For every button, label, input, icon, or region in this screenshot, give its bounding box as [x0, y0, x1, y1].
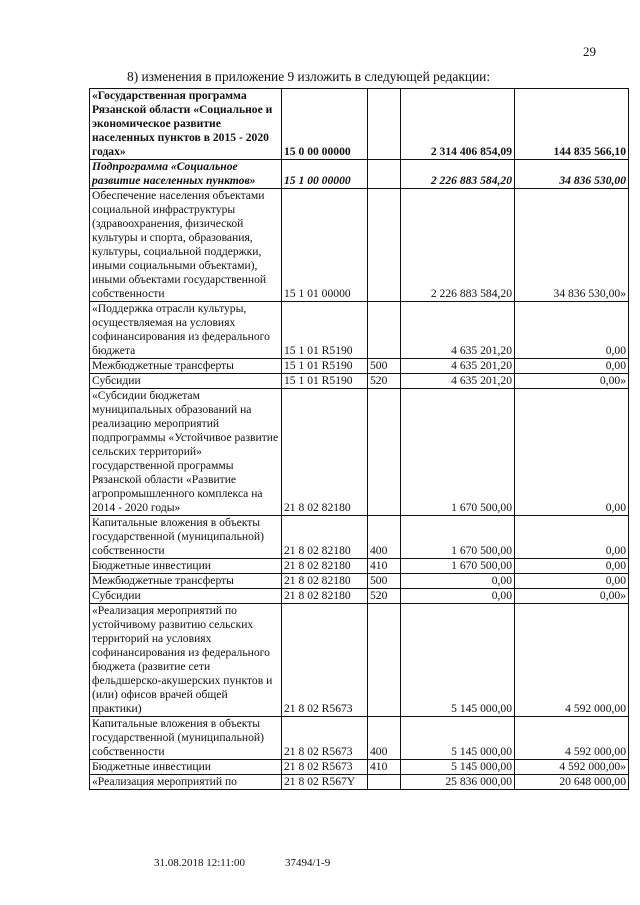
row-name: Капитальные вложения в объекты государственной (муниципальной) собственности: [90, 516, 282, 559]
row-amount-2: 0,00»: [515, 374, 629, 389]
row-amount-2: 4 592 000,00: [515, 604, 629, 717]
table-row: [90, 604, 629, 717]
row-expense-type: 410: [368, 559, 401, 574]
row-name: «Реализация мероприятий по устойчивому развитию сельских территорий на условиях софинансирования из федерального бюджета (развитие сети фельдшерско-акушерских пунктов и (или) офисов врачей общей практики): [90, 604, 282, 717]
row-amount-2: 0,00: [515, 302, 629, 359]
row-amount-2: 4 592 000,00: [515, 717, 629, 760]
row-expense-type: [368, 604, 401, 717]
row-amount-2: 0,00: [515, 389, 629, 516]
footer-document-id: 37494/1-9: [285, 857, 331, 869]
row-amount-1: 5 145 000,00: [401, 760, 515, 775]
row-amount-2: 0,00: [515, 574, 629, 589]
row-amount-1: 5 145 000,00: [401, 604, 515, 717]
row-amount-1: 0,00: [401, 589, 515, 604]
footer-timestamp: 31.08.2018 12:11:00: [154, 857, 245, 869]
table-row: [90, 516, 629, 559]
row-amount-1: 1 670 500,00: [401, 389, 515, 516]
row-amount-2: 34 836 530,00»: [515, 189, 629, 302]
table-row: [90, 374, 629, 389]
row-expense-type: 520: [368, 374, 401, 389]
row-expense-type: 500: [368, 359, 401, 374]
row-code: 21 8 02 82180: [282, 589, 368, 604]
row-code: 21 8 02 82180: [282, 516, 368, 559]
section-heading: 8) изменения в приложение 9 изложить в следующей редакции:: [127, 69, 491, 84]
budget-table: [89, 88, 629, 790]
row-expense-type: [368, 775, 401, 790]
table-row: [90, 189, 629, 302]
row-amount-1: 2 314 406 854,09: [401, 89, 515, 160]
row-amount-1: 2 226 883 584,20: [401, 160, 515, 189]
table-row: [90, 389, 629, 516]
row-name: Субсидии: [90, 374, 282, 389]
row-name: Бюджетные инвестиции: [90, 559, 282, 574]
row-code: 15 0 00 00000: [282, 89, 368, 160]
row-code: 21 8 02 R567Y: [282, 775, 368, 790]
row-amount-2: 4 592 000,00»: [515, 760, 629, 775]
row-amount-1: 1 670 500,00: [401, 516, 515, 559]
row-expense-type: [368, 89, 401, 160]
row-name: Межбюджетные трансферты: [90, 574, 282, 589]
row-expense-type: 520: [368, 589, 401, 604]
table-row: [90, 775, 629, 790]
row-amount-2: 34 836 530,00: [515, 160, 629, 189]
row-name: Подпрограмма «Социальное развитие населенных пунктов»: [90, 160, 282, 189]
row-amount-2: 20 648 000,00: [515, 775, 629, 790]
row-name: Бюджетные инвестиции: [90, 760, 282, 775]
row-code: 21 8 02 82180: [282, 389, 368, 516]
table-row: [90, 302, 629, 359]
row-expense-type: 400: [368, 717, 401, 760]
row-amount-2: 0,00»: [515, 589, 629, 604]
row-expense-type: 400: [368, 516, 401, 559]
table-row: [90, 359, 629, 374]
table-row: [90, 160, 629, 189]
row-name: Межбюджетные трансферты: [90, 359, 282, 374]
row-code: 15 1 01 R5190: [282, 374, 368, 389]
row-code: 15 1 00 00000: [282, 160, 368, 189]
row-name: Субсидии: [90, 589, 282, 604]
row-name: «Поддержка отрасли культуры, осуществляемая на условиях софинансирования из федерального бюджета: [90, 302, 282, 359]
row-amount-1: 1 670 500,00: [401, 559, 515, 574]
row-amount-2: 144 835 566,10: [515, 89, 629, 160]
row-code: 15 1 01 R5190: [282, 359, 368, 374]
row-code: 21 8 02 R5673: [282, 760, 368, 775]
row-code: 21 8 02 82180: [282, 574, 368, 589]
row-code: 15 1 01 00000: [282, 189, 368, 302]
row-amount-1: 0,00: [401, 574, 515, 589]
table-row: [90, 589, 629, 604]
row-amount-1: 2 226 883 584,20: [401, 189, 515, 302]
row-code: 15 1 01 R5190: [282, 302, 368, 359]
row-expense-type: [368, 189, 401, 302]
row-name: «Субсидии бюджетам муниципальных образований на реализацию мероприятий подпрограммы «Устойчивое развитие сельских территорий» государственной программы Рязанской области «Развитие агропромышленного комплекса на 2014 - 2020 годы»: [90, 389, 282, 516]
row-code: 21 8 02 R5673: [282, 604, 368, 717]
row-name: «Реализация мероприятий по: [90, 775, 282, 790]
row-expense-type: 500: [368, 574, 401, 589]
row-expense-type: [368, 160, 401, 189]
row-amount-2: 0,00: [515, 559, 629, 574]
row-code: 21 8 02 R5673: [282, 717, 368, 760]
table-row: [90, 574, 629, 589]
row-amount-1: 4 635 201,20: [401, 374, 515, 389]
row-name: Обеспечение населения объектами социальной инфраструктуры (здравоохранения, физической культуры и спорта, образования, культуры, социальной поддержки, иными социальными объектами), иными объектами государственной собственности: [90, 189, 282, 302]
row-name: «Государственная программа Рязанской области «Социальное и экономическое развитие населенных пунктов в 2015 - 2020 годах»: [90, 89, 282, 160]
budget-table-body: [90, 89, 629, 790]
row-expense-type: 410: [368, 760, 401, 775]
table-row: [90, 760, 629, 775]
table-row: [90, 89, 629, 160]
row-amount-1: 5 145 000,00: [401, 717, 515, 760]
row-amount-2: 0,00: [515, 359, 629, 374]
table-row: [90, 717, 629, 760]
row-amount-1: 4 635 201,20: [401, 302, 515, 359]
row-amount-2: 0,00: [515, 516, 629, 559]
row-expense-type: [368, 389, 401, 516]
table-row: [90, 559, 629, 574]
row-name: Капитальные вложения в объекты государственной (муниципальной) собственности: [90, 717, 282, 760]
row-amount-1: 25 836 000,00: [401, 775, 515, 790]
row-code: 21 8 02 82180: [282, 559, 368, 574]
page-number: 29: [583, 44, 596, 59]
row-expense-type: [368, 302, 401, 359]
row-amount-1: 4 635 201,20: [401, 359, 515, 374]
